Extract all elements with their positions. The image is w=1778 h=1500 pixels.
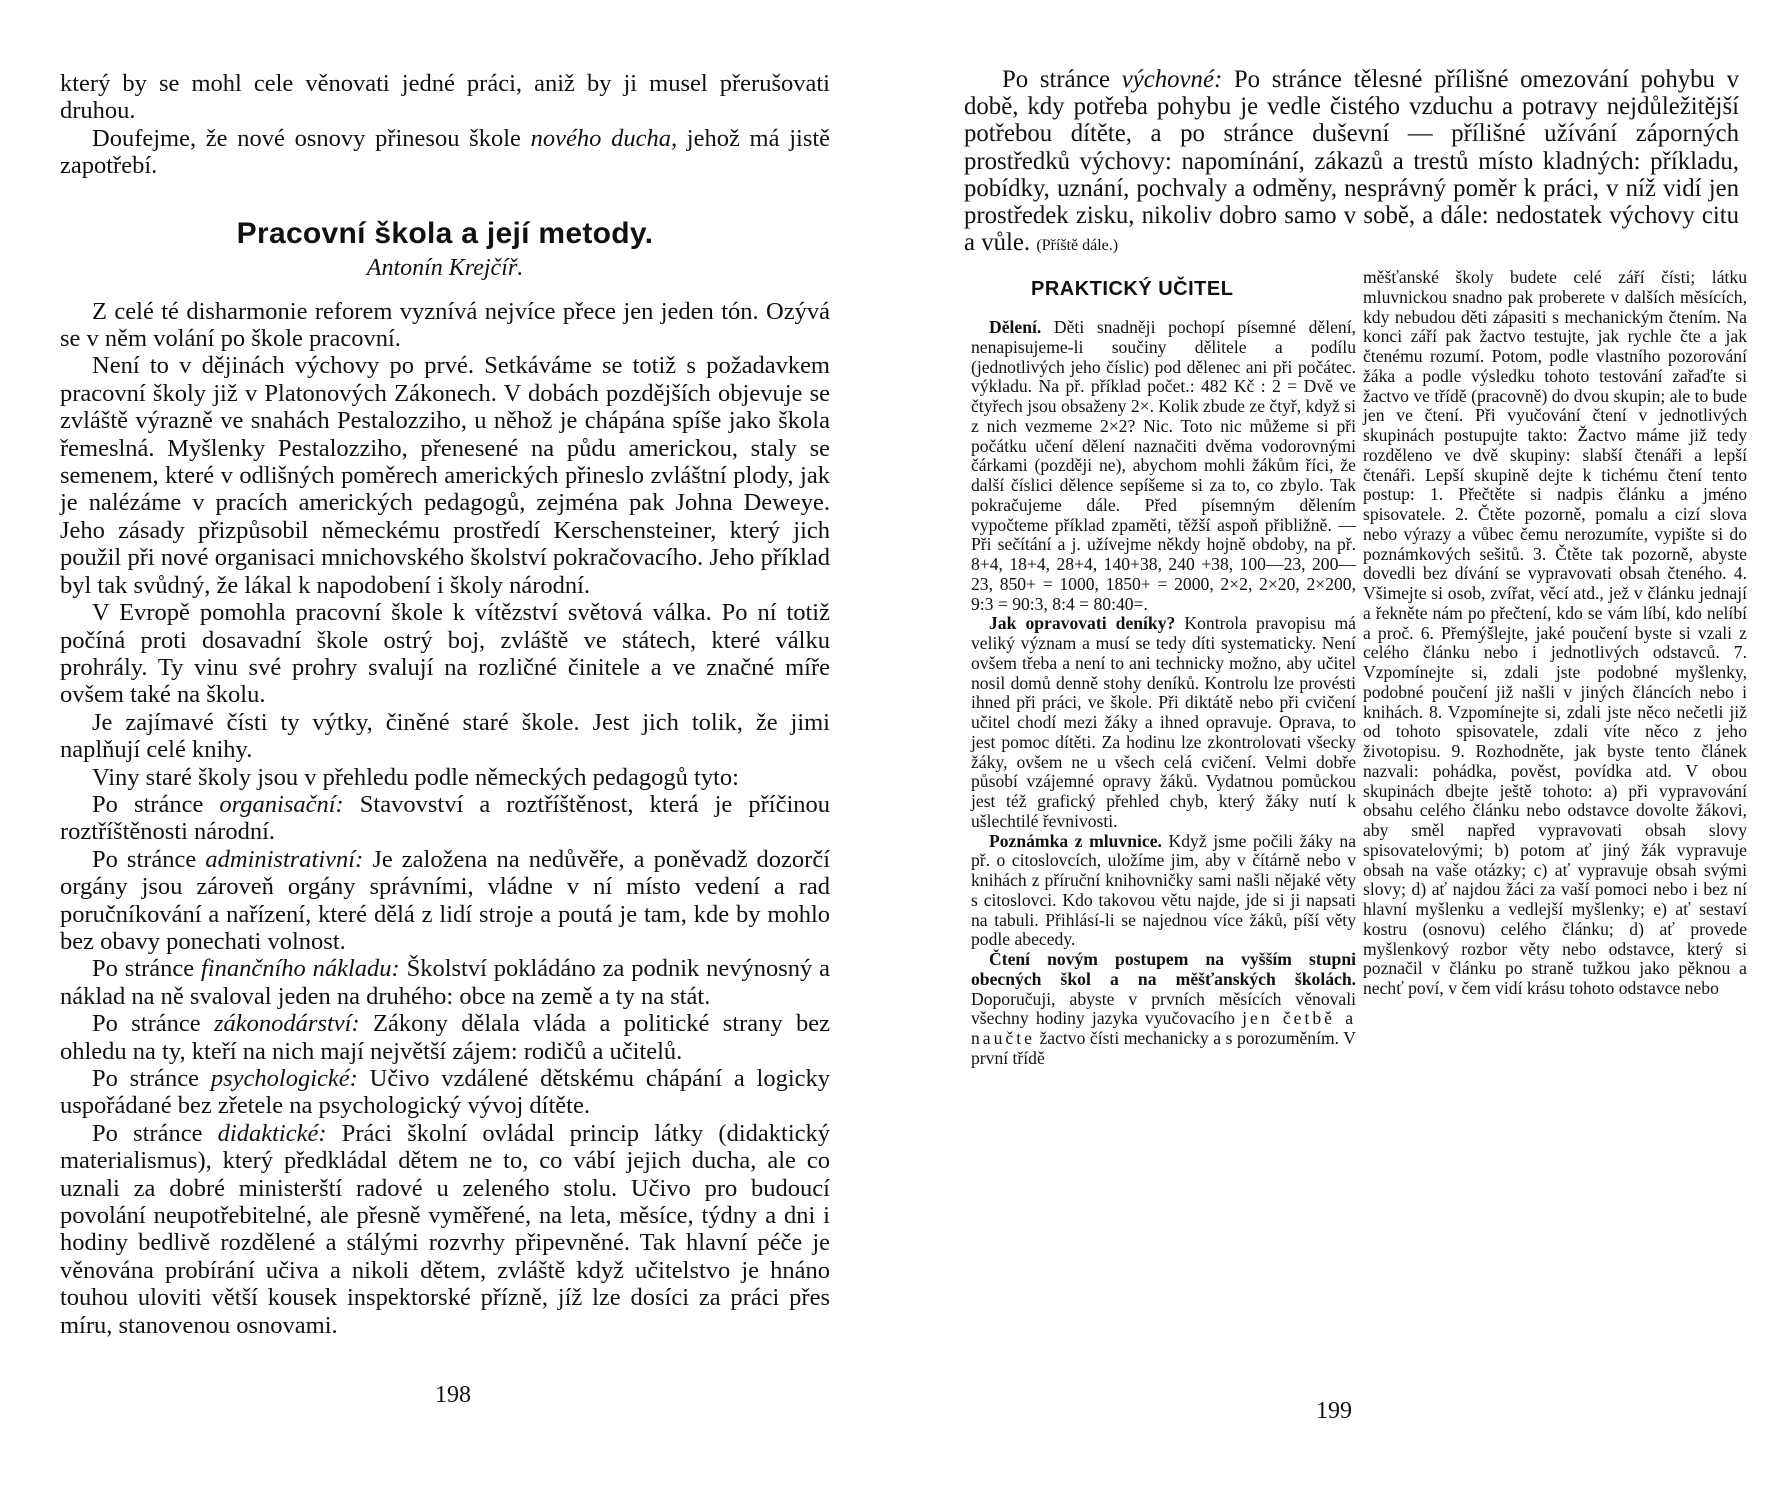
body-paragraph: Viny staré školy jsou v přehledu podle německých pedagogů tyto: — [92, 763, 739, 791]
deleni-note — [971, 318, 1356, 614]
article-author: Antonín Krejčíř. — [366, 254, 524, 281]
note-text: Když jsme počili žáky na př. o citoslovcích, uložíme jim, aby v čítárně nebo v knihách z příruční knihovničky sami našli nějaké věty s citoslovci. Kdo takovou větu najde, jde si ji napsati na tabuli. Přihlásí-li se najednou více žáků, píší věty podle abecedy. — [971, 830, 1357, 950]
reading-method-text: měšťanské školy budete celé září čísti; látku mluvnickou snadno pak proberete v dalších měsících, kdy nebudou děti zápasiti s mechanickým čtením. Na konci září pak žactvo testujte, jak rychle čte a jak čtenému rozumí. Potom, podle vlastního pozorování žáka a podle výsledku tohoto testování zařaďte si žactvo ve třídě (pracovně) do dvou skupin; ale to bude jen ve čtení. Při vyučování čtení v jednotlivých skupinách postupujte takto: Žactvo máme již tedy rozděleno ve dvě skupiny: slabší čtenáři a lepší čtenáři. Lepší skupině dejte k tichému čtení tento postup: 1. Přečtěte si nadpis článku a jméno spisovatele. 2. Čtěte pozorně, pomalu a cizí slova nebo výrazy a vůbec čemu nerozumíte, vypište si do poznámkových sešitů. 3. Čtěte tak pozorně, abyste dovedli bez dívání se vypravovati obsah čteného. 4. Všimejte si osob, zvířat, věcí atd., jež v článku jednají a řekněte nám po přečtení, kdo se vám líbí, kdo nelíbí a proč. 6. Přemýšlejte, jaké poučení byste si vzali z celého článku nebo i jednotlivých odstavců. 7. Vzpomínejte si, zdali jste podobné myšlenky, podobné poučení již našli v jiných článcích nebo i knihách. 8. Vzpomínejte si, zdali jste něco nečetli již od tohoto spisovatele, zdali víte něco z jeho životopisu. 9. Rozhodněte, jak byste tento článek nazvali: pohádka, pověst, povídka atd. V obou skupinách dbejte ještě tohoto: a) při vypravování obsahu celého článku nebo odstavce dovolte žákovi, aby směl napřed vypravovati obsah slovy spisovatelovými; b) potom ať jiný žák vypravuje obsah na vaše otázky; c) ať vypravuje obsah svými slovy; d) ať najdou žáci za vaší pomoci nebo i bez ní hlavní myšlenku a vedlejší myšlenky; e) ať sestaví kostru (osnovu) celého článku; d) ať provede myšlenkový rozbor věty nebo odstavce, který si poznačil v článku po straně tužkou jako pěknou a nechť poví, v čem vidí krásu tohoto odstavce nebo — [1363, 267, 1747, 998]
right-top-text — [964, 66, 1739, 259]
note-text: Děti snadněji pochopí písemné dělení, nenapisujeme-li součiny dělitele a podílu (jednotlivých jeho číslic) pod dělenec ani při počátec. výkladu. Na př. příklad počet.: 482 Kč : 2 = Dvě ve čtyřech jsou obsaženy 2×. Kolik zbude ze čtyř, když si z nich vezmeme 2×2? Nic. Toto nic můžeme si při počátku učení dělení naznačiti dvěma vodorovnými čárkami (později ne), abychom mohli žákům říci, že další číslici dělence sepíšeme si za to, co zbylo. Tak pokračujeme dále. Před písemným dělením vypočteme příklad zpaměti, těžší aspoň přibližně. — Při sečítání a j. užívejme někdy hojně obdoby, na př. 8+4, 18+4, 28+4, 140+38, 240 +38, 100—23, 200—23, 850+ = 1000, 1850+ = 2000, 2×2, 2×20, 2×200, 9:3 = 90:3, 8:4 = 80:40=. — [971, 317, 1356, 614]
aspect-lead: Po stránce — [1002, 66, 1111, 93]
note-title: Jak opravovati deníky? — [989, 613, 1176, 634]
aspect-lead: Po stránce — [92, 1010, 201, 1038]
continued-note: (Příště dále.) — [1036, 237, 1119, 255]
intro-hope-paragraph — [60, 125, 830, 180]
intro-paragraph: který by se mohl cele věnovati jedné práci, aniž by ji musel přerušovati druhou. — [60, 70, 830, 125]
body-paragraph: Není to v dějinách výchovy po prvé. Setkáváme se totiž s požadavkem pracovní školy již v Platonových Zákonech. V dobách pozdějších objevuje se zvláště výrazně ve snahách Pestalozziho, u něhož je chápána spíše jako škola řemeslná. Myšlenky Pestalozziho, přenesené na půdu americkou, staly se semenem, které v odlišných poměrech amerických přineslo zvláštní plody, jak je nalézáme v pracích amerických pedagogů, zejména pak Johna Deweye. Jeho zásady přizpůsobil německému prostředí Kerschensteiner, který jich použil při nové organisaci mnichovského školství pokračovacího. Jeho příklad byl tak svůdný, že lákal k napodobení i školy národní. — [60, 352, 830, 599]
aspect-lead: Po stránce — [92, 1065, 200, 1092]
aspect-paragraph — [60, 791, 830, 846]
aspect-term: zákonodárství: — [214, 1010, 360, 1038]
aspect-text: Práci školní ovládal princip látky (didaktický materialismus), který předkládal dětem ne to, co vábí jejich ducha, ale co uznali za dobré ministerští radové u zeleného stolu. Učivo pro budoucí povolání neupotřebitelné, ale přesně vyměřené, na leta, měsíce, týdny a dni i hodiny bedlivě rozdělené a stálými rozvrhy připevněné. Tak hlavní péče je věnována probírání učiva a nikoli dětem, zvláště když učitelstvo je hnáno touhou uloviti větší kousek inspektorské přízně, jíž lze dosíci za práci přes míru, stanovenou osnovami. — [60, 1119, 830, 1339]
aspect-lead: Po stránce — [92, 845, 197, 873]
aspect-text: Zákony dělala vláda a politické strany bez ohledu na ty, kteří na nich mají největší zájem: rodičů a učitelů. — [60, 1010, 831, 1065]
practical-teacher-column-right — [1363, 268, 1747, 999]
left-text-column — [60, 70, 830, 1339]
aspect-lead: Po stránce — [92, 1119, 203, 1147]
note-title: Dělení. — [989, 317, 1042, 337]
deniky-note — [971, 614, 1356, 831]
body-paragraph: Z celé té disharmonie reforem vyznívá nejvíce přece jen jeden tón. Ozývá se v něm volání po škole pracovní. — [60, 297, 830, 353]
note-title: Poznámka z mluvnice. — [989, 830, 1162, 851]
body-paragraph: V Evropě pomohla pracovní škole k vítězství světová válka. Po ní totiž počíná proti dosavadní škole ostrý boj, zvláště ve státech, které válku prohrály. Ty vinu své prohry svalují na rozličné činitele a ve značné míře ovšem také na školu. — [60, 599, 830, 709]
practical-teacher-column-left — [971, 318, 1356, 1069]
aspect-term: administrativní: — [205, 845, 364, 873]
page-number: 198 — [435, 1382, 471, 1408]
aspect-term: finančního nákladu: — [200, 955, 400, 983]
aspect-term: organisační: — [219, 790, 344, 818]
right-page — [889, 0, 1778, 1500]
aspect-term: výchovné: — [1121, 66, 1223, 93]
aspect-term: psychologické: — [210, 1065, 358, 1092]
body-paragraph: Je zajímavé čísti ty výtky, činěné staré škole. Jest jich tolik, že jimi naplňují celé knihy. — [60, 708, 830, 764]
cteni-note — [971, 950, 1356, 1069]
aspect-text: Je založena na nedůvěře, a poněvadž dozorčí orgány jsou zároveň orgány správními, vládne v ní místo vedení a rad poručníkování a nařízení, které dělá z lidí stroje a poutá je tam, kde by mohlo bez obavy ponechati volnost. — [60, 845, 831, 955]
aspect-text: Školství pokládáno za podnik nevýnosný a náklad na ně svaloval jeden na druhého: obce na země a ty na stát. — [60, 955, 831, 1010]
aspect-text: Učivo vzdálené dětskému chápání a logicky uspořádané bez zřetele na psychologický vývoj dítěte. — [60, 1065, 831, 1120]
intro-tail: jehož má jistě zapotřebí. — [60, 124, 831, 180]
note-text: žactvo čísti mechanicky a s porozuměním. V první třídě — [971, 1028, 1356, 1068]
intro-hope-text: Doufejme, že nové osnovy přinesou škole — [92, 124, 521, 152]
article-title: Pracovní škola a její metody. — [236, 216, 654, 250]
section-heading: PRAKTICKÝ UČITEL — [1031, 278, 1234, 300]
poznamka-note — [971, 832, 1356, 951]
note-text: Kontrola pravopisu má veliký význam a musí se tedy díti systematicky. Není ovšem třeba a není to ani technicky možno, aby učitel nosil domů denně stohy deníků. Kontrolu lze provésti ihned při práci, ve škole. Při diktátě nebo při cvičení učitel chodí mezi žáky a ihned opravuje. Oprava, to jest pomoc dítěti. Za hodinu lze zkontrolovati všecky žáky, ovšem ne u všech celá cvičení. Velmi dobře působí vzájemné opravy žáků. Vydatnou pomůckou jest též grafický přehled chyb, který žáky nutí k ušlechtilé řevnivosti. — [971, 613, 1356, 831]
note-text: Doporučuji, abyste v prvních měsících věnovali všechny hodiny jazyka vyučovacího — [971, 988, 1356, 1029]
aspect-paragraph — [60, 1065, 830, 1120]
aspect-lead: Po stránce — [92, 790, 204, 818]
aspect-text: Stavovství a roztříštěnost, která je příčinou roztříštěnosti národní. — [60, 790, 831, 846]
aspect-paragraph — [60, 955, 830, 1010]
page-number: 199 — [1316, 1398, 1352, 1424]
aspect-paragraph — [60, 846, 830, 956]
intro-italic: nového ducha, — [530, 124, 678, 152]
aspect-paragraph — [60, 1120, 830, 1339]
note-title: Čtení novým postupem na vyšším stupni obecných škol a na měšťanských školách. — [971, 949, 1356, 989]
aspect-term: didaktické: — [217, 1119, 327, 1147]
aspect-lead: Po stránce — [92, 955, 195, 983]
aspect-paragraph — [60, 1010, 830, 1065]
aspect-text: Po stránce tělesné přílišné omezování pohybu v době, kdy potřeba pohybu je vedle čistého vzduchu a potravy nejdůležitější potřebou dítěte, a po stránce duševní — přílišné užívání záporných prostředků výchovy: napomínání, zákazů a trestů místo kladných: příkladu, pobídky, uznání, pochvaly a odměny, nesprávný poměr k práci, v níž vidí jen prostředek zisku, nikoliv dobro samo v sobě, a dále: nedostatek výchovy citu a vůle. — [964, 66, 1739, 257]
education-aspect-paragraph — [964, 66, 1739, 259]
note-spaced-text: jen četbě a naučte — [971, 1008, 1356, 1048]
